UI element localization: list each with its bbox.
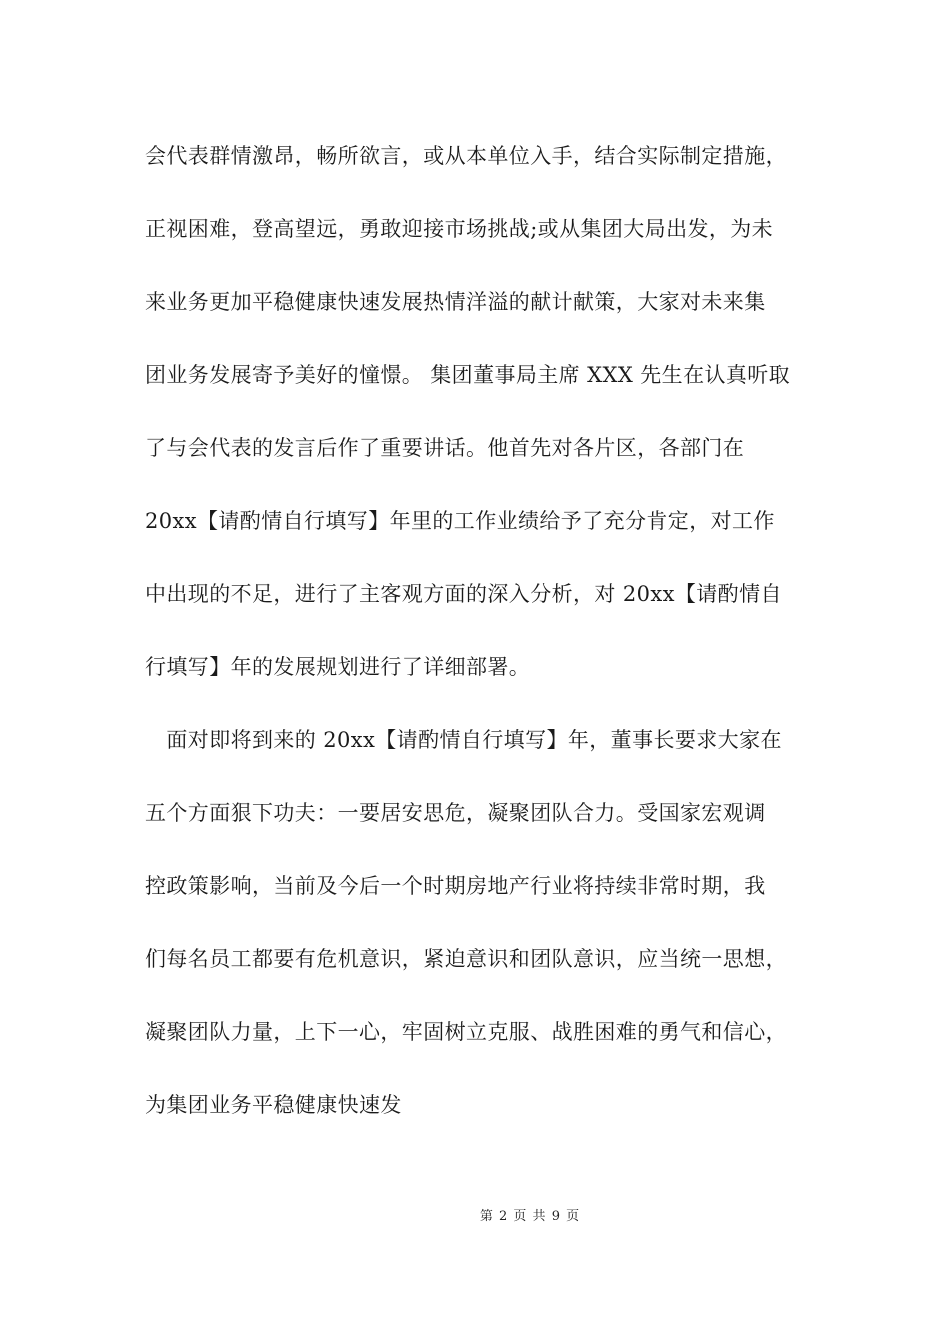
- body-text-line: 中出现的不足，进行了主客观方面的深入分析，对 20xx【请酌情自: [145, 582, 782, 606]
- body-text-line: 来业务更加平稳健康快速发展热情洋溢的献计献策，大家对未来集: [145, 290, 766, 314]
- body-text-line: 20xx【请酌情自行填写】年里的工作业绩给予了充分肯定，对工作: [145, 509, 775, 533]
- body-text-line: 为集团业务平稳健康快速发: [145, 1093, 402, 1117]
- body-text-line: 面对即将到来的 20xx【请酌情自行填写】年，董事长要求大家在: [145, 728, 782, 752]
- body-text-line: 五个方面狠下功夫：一要居安思危，凝聚团队合力。受国家宏观调: [145, 801, 766, 825]
- body-text-line: 团业务发展寄予美好的憧憬。 集团董事局主席 XXX 先生在认真听取: [145, 363, 791, 387]
- body-text-line: 控政策影响，当前及今后一个时期房地产行业将持续非常时期，我: [145, 874, 766, 898]
- body-text-line: 凝聚团队力量，上下一心，牢固树立克服、战胜困难的勇气和信心，: [145, 1020, 787, 1044]
- page-number-footer: 第 2 页 共 9 页: [479, 1209, 581, 1224]
- body-text-line: 行填写】年的发展规划进行了详细部署。: [145, 655, 531, 679]
- body-text-line: 们每名员工都要有危机意识，紧迫意识和团队意识，应当统一思想，: [145, 947, 787, 971]
- body-text-line: 了与会代表的发言后作了重要讲话。他首先对各片区，各部门在: [145, 436, 745, 460]
- body-text-line: 正视困难，登高望远，勇敢迎接市场挑战;或从集团大局出发，为未: [145, 217, 774, 241]
- body-text-line: 会代表群情激昂，畅所欲言，或从本单位入手，结合实际制定措施，: [145, 144, 787, 168]
